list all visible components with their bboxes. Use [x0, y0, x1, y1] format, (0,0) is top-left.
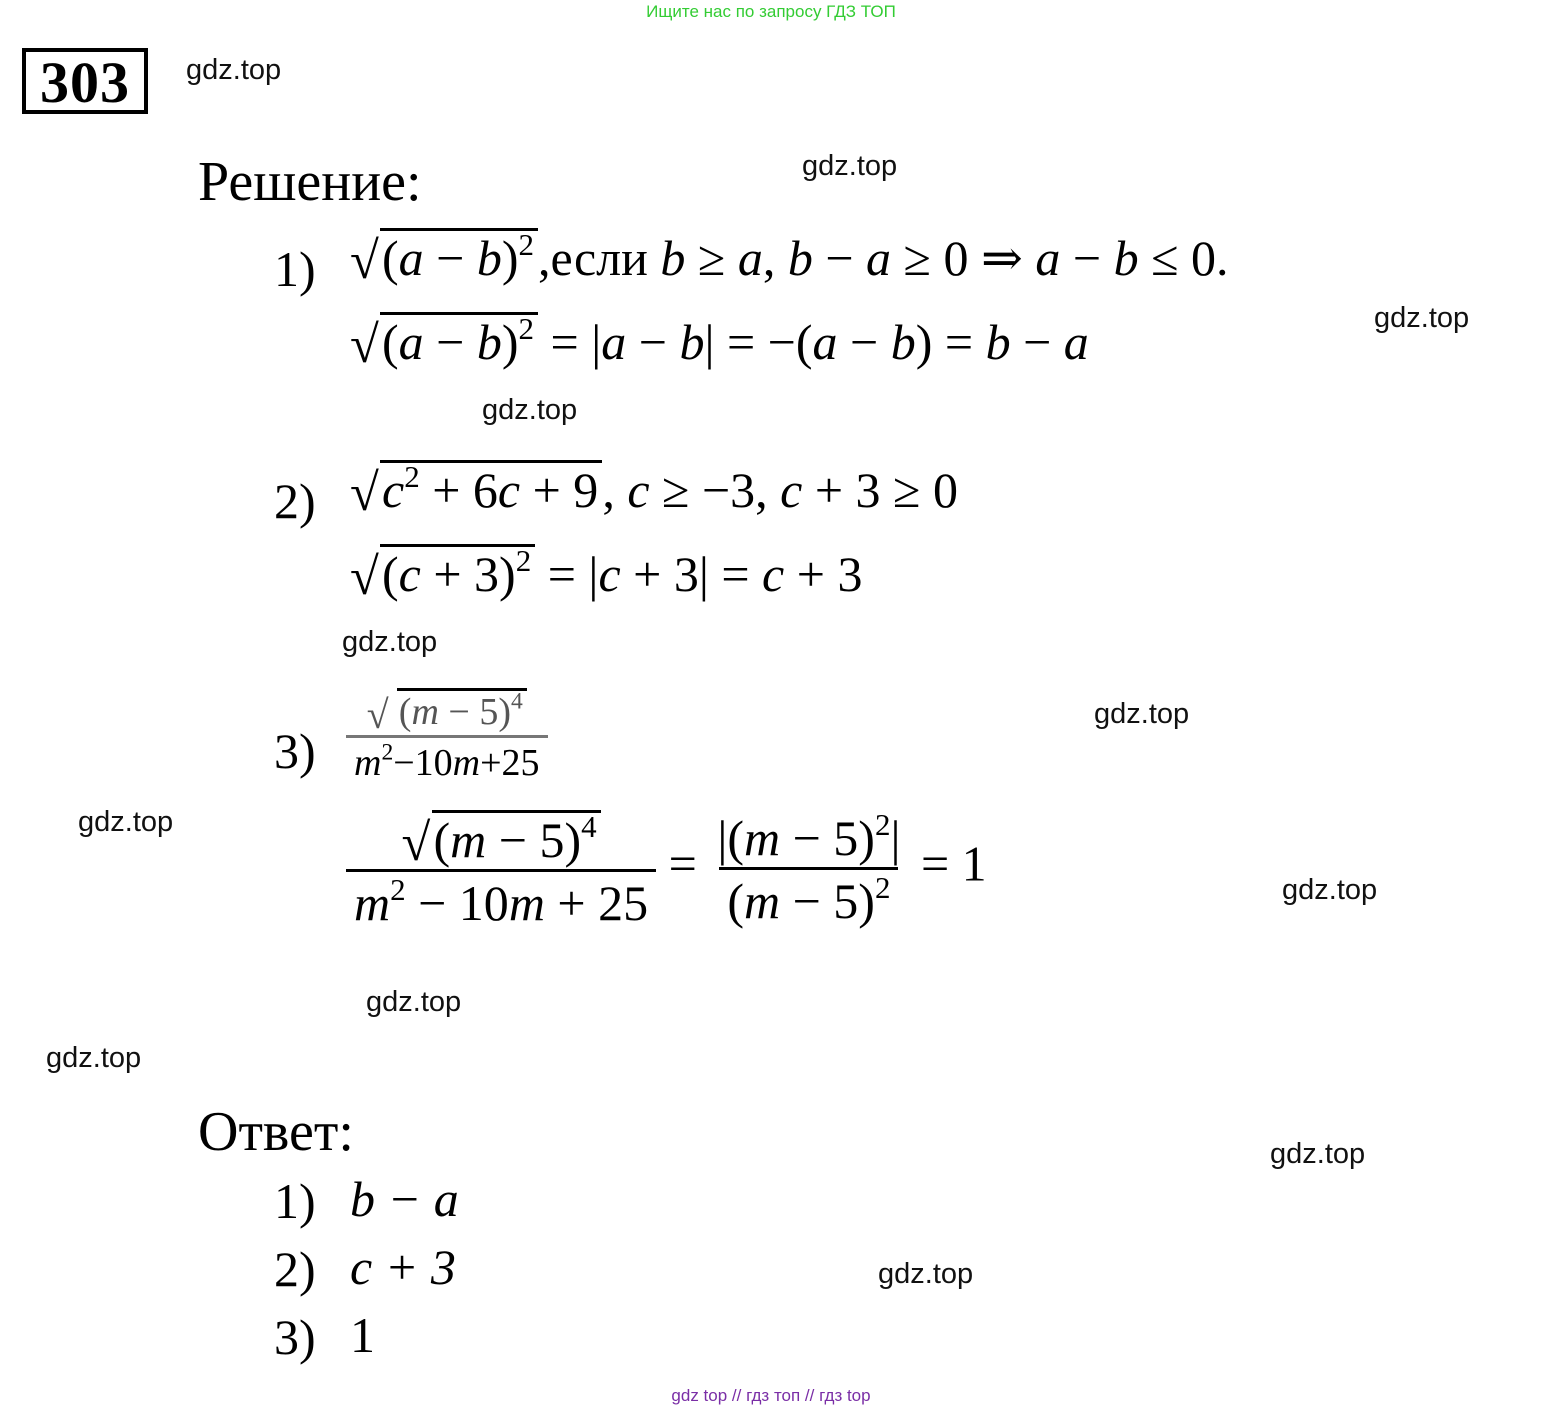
solution-heading: Решение: [198, 151, 422, 213]
watermark: gdz.top [1270, 1138, 1366, 1170]
watermark: gdz.top [1094, 698, 1190, 730]
watermark: gdz.top [482, 394, 578, 426]
item-2-line-2: √ $(c + 3)^2 = |c + 3| = c + 3$ [350, 544, 862, 599]
watermark: gdz.top [78, 806, 174, 838]
item-1-condition-word: если [550, 230, 648, 286]
answer-1-value: b − a [350, 1171, 459, 1227]
top-banner: Ищите нас по запросу ГДЗ ТОП [646, 2, 896, 21]
watermark: gdz.top [1282, 874, 1378, 906]
item-3-label: 3) [274, 723, 316, 779]
item-1-line-1: √ $(a - b)^2,если$ b ≥ a, b − a ≥ 0 ⇒ a − b ≤ 0. [350, 228, 1229, 283]
item-2-label: 2) [274, 473, 316, 529]
answer-3-value: 1 [350, 1307, 375, 1363]
item-3-expression: √ $\frac{(m - 5)^4}{m^2-10m+25}$ [346, 688, 548, 782]
watermark: gdz.top [46, 1042, 142, 1074]
answer-2-value: c + 3 [350, 1239, 456, 1295]
watermark: gdz.top [186, 54, 282, 86]
watermark: gdz.top [802, 150, 898, 182]
answer-1-label: 1) [274, 1173, 316, 1229]
answer-heading: Ответ: [198, 1101, 354, 1163]
item-2-line-1: √ $c^2 + 6c + 9$, c ≥ −3, c + 3 ≥ 0 [350, 460, 958, 515]
watermark: gdz.top [342, 626, 438, 658]
watermark: gdz.top [878, 1258, 974, 1290]
answer-2-label: 2) [274, 1241, 316, 1297]
watermark: gdz.top [1374, 302, 1470, 334]
item-3-calculation: √ $\frac{(m - 5)^4}{m^2 - 10m + 25}$ = $\frac{|(m - 5)^2|}{(m - 5)^2}$ = 1 [346, 810, 987, 928]
task-number-box: 303 [22, 48, 148, 114]
answer-3-label: 3) [274, 1309, 316, 1365]
watermark: gdz.top [366, 986, 462, 1018]
item-1-line-2: √ $(a - b)^2 = |a - b| = -(a - b) = b - a$ [350, 312, 1089, 367]
item-1-label: 1) [274, 241, 316, 297]
footer-links[interactable]: gdz top // гдз топ // гдз top [671, 1386, 871, 1405]
